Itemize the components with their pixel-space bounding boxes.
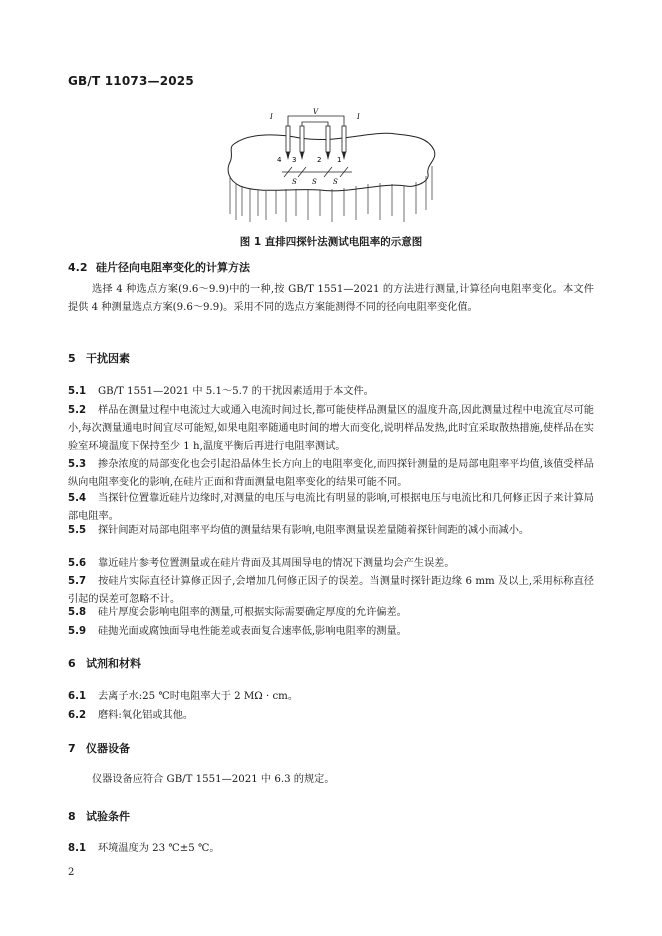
section-number: 6 bbox=[68, 657, 76, 670]
section-number: 4.2 bbox=[68, 261, 88, 274]
probe-number-1: 1 bbox=[337, 156, 342, 164]
spacing-label-1: S bbox=[292, 178, 297, 186]
section-5-heading bbox=[68, 350, 130, 366]
clause-5-3: 5.3 掺杂浓度的局部变化也会引起沿晶体生长方向上的电阻率变化,而四探针测量的是局部电阻率平均值,该值受样品纵向电阻率变化的影响,在硅片正面和背面测量电阻率变化的结果可能不同。 bbox=[68, 459, 594, 489]
voltage-wire bbox=[302, 122, 328, 126]
probe-4 bbox=[286, 126, 290, 160]
clause-5-8: 5.8 硅片厚度会影响电阻率的测量,可根据实际需要确定厚度的允许偏差。 bbox=[68, 607, 407, 618]
figure-caption: 图 1 直排四探针法测试电阻率的示意图 bbox=[239, 236, 423, 248]
section-6-heading bbox=[68, 655, 141, 671]
section-title: 仪器设备 bbox=[86, 742, 130, 755]
document-code-header: GB/T 11073—2025 bbox=[68, 74, 194, 88]
spacing-label-3: S bbox=[333, 178, 338, 186]
clause-5-9: 5.9 硅抛光面或腐蚀面导电性能差或表面复合速率低,影响电阻率的测量。 bbox=[68, 626, 407, 637]
section-title: 试剂和材料 bbox=[86, 657, 141, 670]
page-number: 2 bbox=[68, 867, 75, 878]
probe-3 bbox=[300, 126, 304, 160]
clause-5-7: 5.7 按硅片实际直径计算修正因子,会增加几何修正因子的误差。当测量时探针距边缘 6 mm 及以上,采用标称直径引起的误差可忽略不计。 bbox=[68, 576, 594, 606]
section-title: 硅片径向电阻率变化的计算方法 bbox=[96, 261, 250, 274]
probe-number-3: 3 bbox=[292, 156, 297, 164]
section-title: 试验条件 bbox=[86, 810, 130, 823]
clause-5-2: 5.2 样品在测量过程中电流过大或通入电流时间过长,都可能使样品测量区的温度升高,因此测量过程中电流宜尽可能小,每次测量通电时间宜尽可能短,如果电阻率随通电时间的增大而变化,说明样品发热,此时宜采取散热措施,使样品在实验室环境温度下保持至少 1 h,温度平衡后再进行电阻率测试。 bbox=[68, 405, 594, 453]
clause-6-2: 6.2 磨料:氧化铝或其他。 bbox=[68, 710, 194, 721]
clause-5-5: 5.5 探针间距对局部电阻率平均值的测量结果有影响,电阻率测量误差量随着探针间距的减小而减小。 bbox=[68, 525, 530, 536]
current-label-right: I bbox=[357, 113, 360, 121]
voltage-label: V bbox=[313, 108, 319, 116]
section-title: 干扰因素 bbox=[86, 352, 130, 365]
probe-2 bbox=[326, 126, 330, 160]
current-wire bbox=[288, 116, 344, 126]
section-8-heading bbox=[68, 808, 130, 824]
section-7-heading bbox=[68, 740, 130, 756]
section-number: 7 bbox=[68, 742, 76, 755]
probe-number-2: 2 bbox=[317, 156, 322, 164]
section-7-paragraph: 仪器设备应符合 GB/T 1551—2021 中 6.3 的规定。 bbox=[92, 774, 335, 785]
clause-6-1: 6.1 去离子水:25 ℃时电阻率大于 2 MΩ · cm。 bbox=[68, 691, 299, 702]
section-4-2-paragraph: 选择 4 种选点方案(9.6～9.9)中的一种,按 GB/T 1551—2021 的方法进行测量,计算径向电阻率变化。本文件提供 4 种测量选点方案(9.6～9.9)。采用不同的选点方案能测得不同的径向电阻率变化值。 bbox=[68, 284, 594, 314]
current-label-left: I bbox=[270, 113, 273, 121]
probe-number-4: 4 bbox=[277, 156, 282, 164]
clause-5-4: 5.4 当探针位置靠近硅片边缘时,对测量的电压与电流比有明显的影响,可根据电压与电流比和几何修正因子来计算局部电阻率。 bbox=[68, 493, 594, 523]
clause-5-1: 5.1 GB/T 1551—2021 中 5.1～5.7 的干扰因素适用于本文件。 bbox=[68, 386, 374, 397]
four-probe-diagram bbox=[220, 104, 442, 226]
clause-5-6: 5.6 靠近硅片参考位置测量或在硅片背面及其周围导电的情况下测量均会产生误差。 bbox=[68, 558, 455, 569]
section-4-2-heading bbox=[68, 259, 250, 275]
clause-8-1: 8.1 环境温度为 23 ℃±5 ℃。 bbox=[68, 843, 220, 854]
section-number: 5 bbox=[68, 352, 76, 365]
section-number: 8 bbox=[68, 810, 76, 823]
probe-1 bbox=[342, 126, 346, 160]
spacing-label-2: S bbox=[312, 178, 317, 186]
wafer-edge-hatching bbox=[230, 166, 432, 222]
